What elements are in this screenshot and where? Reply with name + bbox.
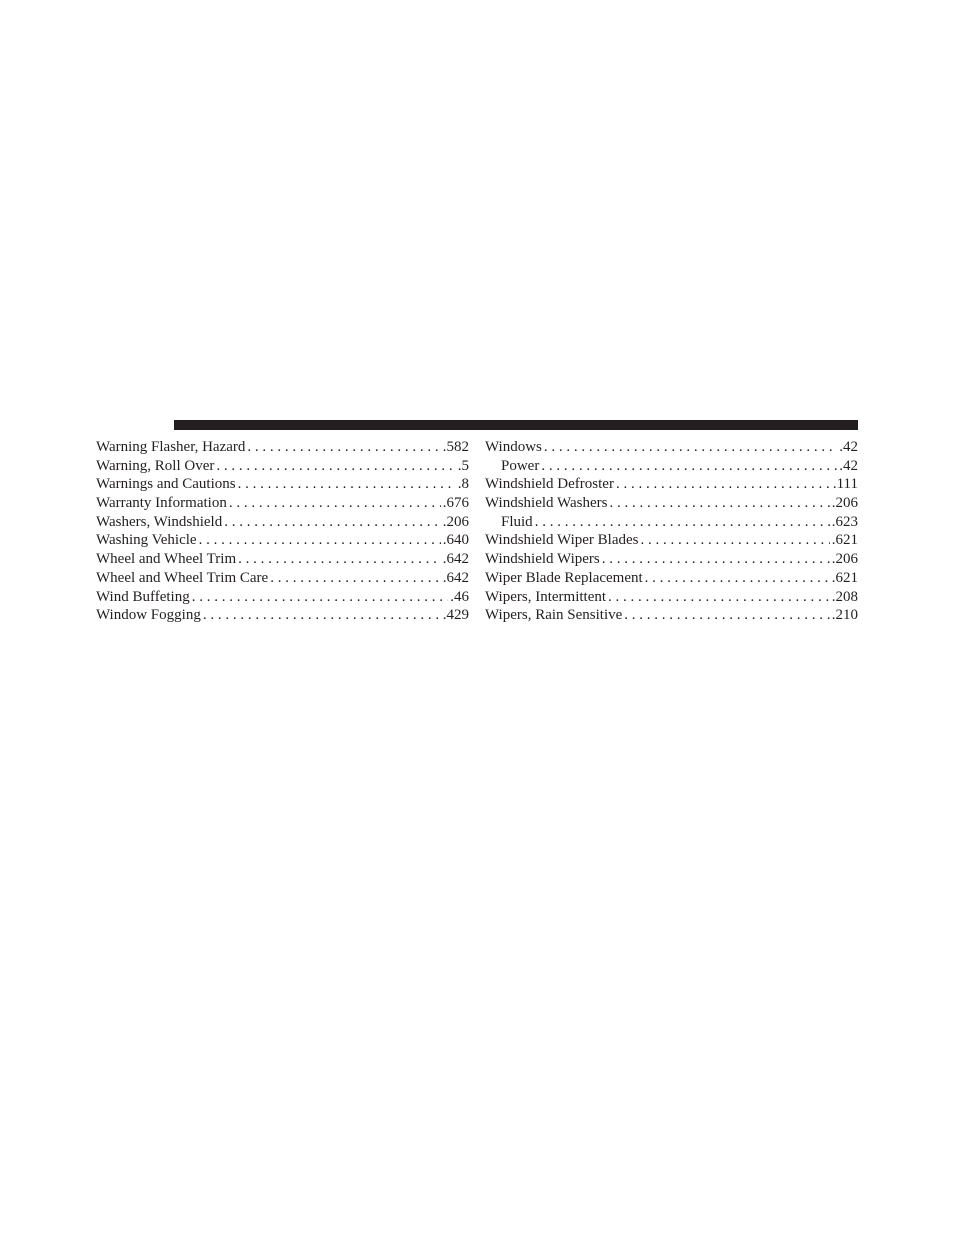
index-entry <box>96 438 469 457</box>
index-entry <box>96 531 469 550</box>
index-entry <box>485 550 858 569</box>
index-page: .111 <box>832 476 858 493</box>
index-term: Windshield Defroster <box>485 476 614 493</box>
index-term: Windshield Washers <box>485 495 608 512</box>
index-page: .429 <box>442 607 469 624</box>
dot-leader <box>229 494 441 513</box>
dot-leader <box>192 588 449 607</box>
index-entry <box>485 606 858 625</box>
index-page: .8 <box>457 476 469 493</box>
index-entry <box>485 438 858 457</box>
index-term: Windshield Wipers <box>485 551 600 568</box>
dot-leader <box>609 494 829 513</box>
index-term: Fluid <box>501 513 533 530</box>
dot-leader <box>645 569 830 588</box>
dot-leader <box>608 588 830 607</box>
dot-leader <box>616 475 831 494</box>
index-term: Window Fogging <box>96 607 201 624</box>
index-column-right <box>485 438 858 625</box>
index-page: .623 <box>831 513 858 530</box>
index-page: .676 <box>442 495 469 512</box>
index-subentry <box>485 457 858 476</box>
index-page: .208 <box>831 588 858 605</box>
dot-leader <box>216 457 455 476</box>
section-rule-bar <box>174 420 858 430</box>
index-term: Wiper Blade Replacement <box>485 569 643 586</box>
index-term: Washing Vehicle <box>96 532 197 549</box>
index-entry <box>96 475 469 494</box>
dot-leader <box>641 531 830 550</box>
dot-leader <box>541 457 837 476</box>
index-entry <box>485 531 858 550</box>
index-entry <box>485 475 858 494</box>
dot-leader <box>203 606 441 625</box>
index-page: .621 <box>831 569 858 586</box>
index-term: Wipers, Rain Sensitive <box>485 607 623 624</box>
index-entry <box>96 569 469 588</box>
index-term: Power <box>501 457 540 474</box>
index-page: .206 <box>442 513 469 530</box>
index-term: Wind Buffeting <box>96 588 190 605</box>
index-term: Wheel and Wheel Trim Care <box>96 569 269 586</box>
index-subentry <box>485 513 858 532</box>
dot-leader <box>602 550 830 569</box>
index-entry <box>96 588 469 607</box>
dot-leader <box>199 531 441 550</box>
index-page: .640 <box>442 532 469 549</box>
index-entry <box>485 494 858 513</box>
index-term: Wheel and Wheel Trim <box>96 551 237 568</box>
index-page: .621 <box>831 532 858 549</box>
dot-leader <box>624 606 829 625</box>
dot-leader <box>247 438 440 457</box>
dot-leader <box>535 513 830 532</box>
index-page: .206 <box>831 551 858 568</box>
index-entry <box>96 550 469 569</box>
index-term: Wipers, Intermittent <box>485 588 607 605</box>
index-page: .46 <box>450 588 469 605</box>
index-entry <box>96 513 469 532</box>
index-term: Windows <box>485 439 542 455</box>
index-entry <box>485 569 858 588</box>
index-page: .582 <box>442 439 469 455</box>
dot-leader <box>270 569 441 588</box>
index-entry <box>96 457 469 476</box>
index-entry <box>96 606 469 625</box>
index-page: .642 <box>442 569 469 586</box>
index-term: Windshield Wiper Blades <box>485 532 639 549</box>
index-column-left <box>96 438 469 625</box>
index-term: Warnings and Cautions <box>96 476 236 493</box>
index-page: .5 <box>457 457 469 474</box>
index-term: Washers, Windshield <box>96 513 223 530</box>
index-entry <box>485 588 858 607</box>
index-term: Warning, Roll Over <box>96 457 215 474</box>
index-page: .42 <box>839 439 858 455</box>
index-term: Warranty Information <box>96 495 227 512</box>
index-page: .42 <box>839 457 858 474</box>
index-page: .210 <box>831 607 858 624</box>
index-page: .642 <box>442 551 469 568</box>
index-term: Warning Flasher, Hazard <box>96 439 246 455</box>
index-page: .206 <box>831 495 858 512</box>
dot-leader <box>224 513 441 532</box>
dot-leader <box>238 550 441 569</box>
dot-leader <box>544 438 837 457</box>
dot-leader <box>238 475 456 494</box>
index-entry <box>96 494 469 513</box>
